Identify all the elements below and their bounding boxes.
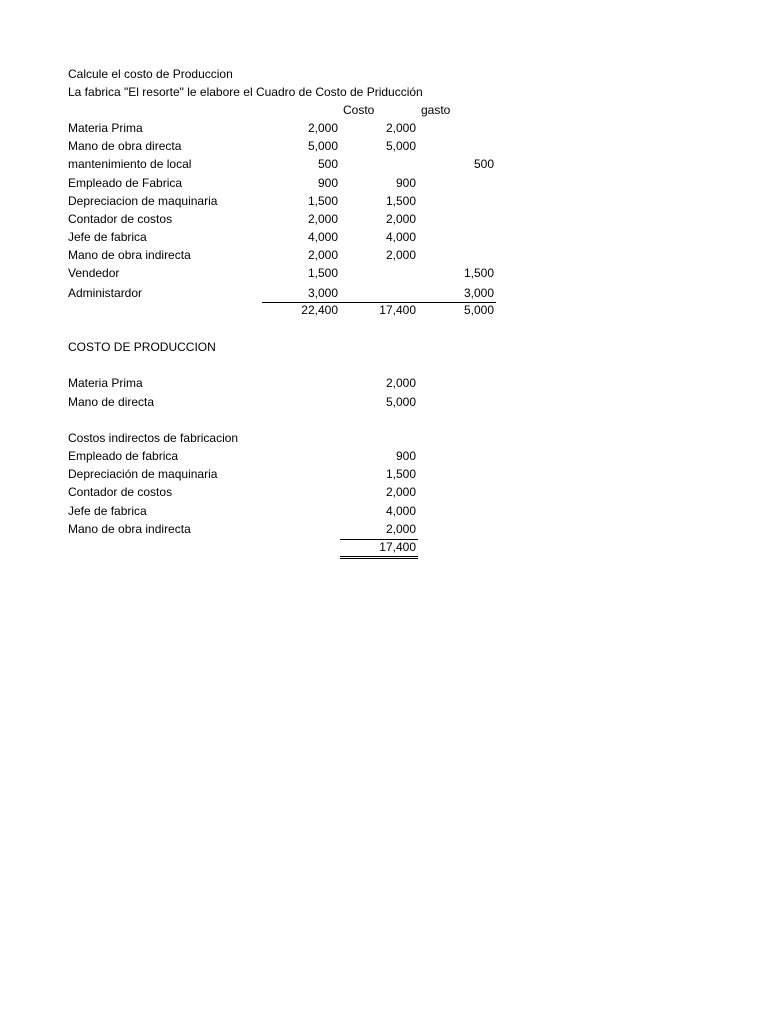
- item-value: 2,000: [385, 376, 416, 390]
- row-costo: 2,000: [385, 248, 416, 262]
- total-gasto: 5,000: [463, 303, 494, 317]
- row-label: Vendedor: [68, 266, 120, 280]
- row-label: Jefe de fabrica: [68, 230, 147, 244]
- list-item: [0, 520, 768, 538]
- row-costo: 4,000: [385, 230, 416, 244]
- item-label: Depreciación de maquinaria: [68, 467, 218, 481]
- row-costo: 1,500: [385, 194, 416, 208]
- indirect-heading: Costos indirectos de fabricacion: [68, 431, 239, 445]
- item-value: 1,500: [385, 467, 416, 481]
- document-title: Calcule el costo de Produccion: [68, 67, 233, 81]
- row-total: 1,500: [307, 266, 338, 280]
- item-value: 900: [395, 449, 416, 463]
- list-item: [0, 502, 768, 520]
- row-total: 3,000: [307, 286, 338, 300]
- item-value: 5,000: [385, 395, 416, 409]
- row-total: 500: [317, 157, 338, 171]
- table-row: [0, 228, 768, 246]
- table-row: [0, 155, 768, 173]
- production-total-underline: [340, 556, 418, 557]
- row-total: 2,000: [307, 121, 338, 135]
- item-value: 2,000: [385, 522, 416, 536]
- row-label: Contador de costos: [68, 212, 173, 226]
- row-label: Materia Prima: [68, 121, 143, 135]
- row-label: mantenimiento de local: [68, 157, 192, 171]
- row-costo: 2,000: [385, 121, 416, 135]
- row-total: 1,500: [307, 194, 338, 208]
- production-total-row: [0, 538, 768, 556]
- row-total: 2,000: [307, 248, 338, 262]
- table-row: [0, 174, 768, 192]
- row-total: 2,000: [307, 212, 338, 226]
- table-row: [0, 137, 768, 155]
- table-row: [0, 210, 768, 228]
- production-total-underline-second: [340, 558, 418, 559]
- item-value: 4,000: [385, 504, 416, 518]
- row-costo: 5,000: [385, 139, 416, 153]
- row-total: 5,000: [307, 139, 338, 153]
- table-row: [0, 284, 768, 302]
- column-header-costo: Costo: [343, 103, 375, 117]
- list-item: [0, 447, 768, 465]
- list-item: [0, 483, 768, 501]
- section-heading: COSTO DE PRODUCCION: [68, 340, 216, 354]
- item-label: Mano de directa: [68, 395, 155, 409]
- item-label: Materia Prima: [68, 376, 143, 390]
- list-item: [0, 374, 768, 392]
- table-row: [0, 119, 768, 137]
- totals-row: [0, 301, 768, 319]
- row-label: Empleado de Fabrica: [68, 176, 183, 190]
- item-label: Jefe de fabrica: [68, 504, 147, 518]
- total-sum: 22,400: [301, 303, 338, 317]
- item-label: Mano de obra indirecta: [68, 522, 191, 536]
- total-costo: 17,400: [379, 303, 416, 317]
- production-total: 17,400: [379, 540, 416, 554]
- item-label: Empleado de fabrica: [68, 449, 179, 463]
- row-total: 900: [317, 176, 338, 190]
- row-costo: 900: [395, 176, 416, 190]
- column-header-gasto: gasto: [421, 103, 451, 117]
- row-gasto: 500: [473, 157, 494, 171]
- table-row: [0, 192, 768, 210]
- row-label: Mano de obra directa: [68, 139, 182, 153]
- document-subtitle: La fabrica "El resorte" le elabore el Cuadro de Costo de Priducción: [68, 85, 423, 99]
- item-value: 2,000: [385, 485, 416, 499]
- table-row: [0, 264, 768, 282]
- table-row: [0, 246, 768, 264]
- row-gasto: 3,000: [463, 286, 494, 300]
- list-item: [0, 465, 768, 483]
- row-total: 4,000: [307, 230, 338, 244]
- row-label: Mano de obra indirecta: [68, 248, 191, 262]
- row-label: Depreciacion de maquinaria: [68, 194, 218, 208]
- list-item: [0, 393, 768, 411]
- item-label: Contador de costos: [68, 485, 173, 499]
- row-label: Administardor: [68, 286, 143, 300]
- row-costo: 2,000: [385, 212, 416, 226]
- row-gasto: 1,500: [463, 266, 494, 280]
